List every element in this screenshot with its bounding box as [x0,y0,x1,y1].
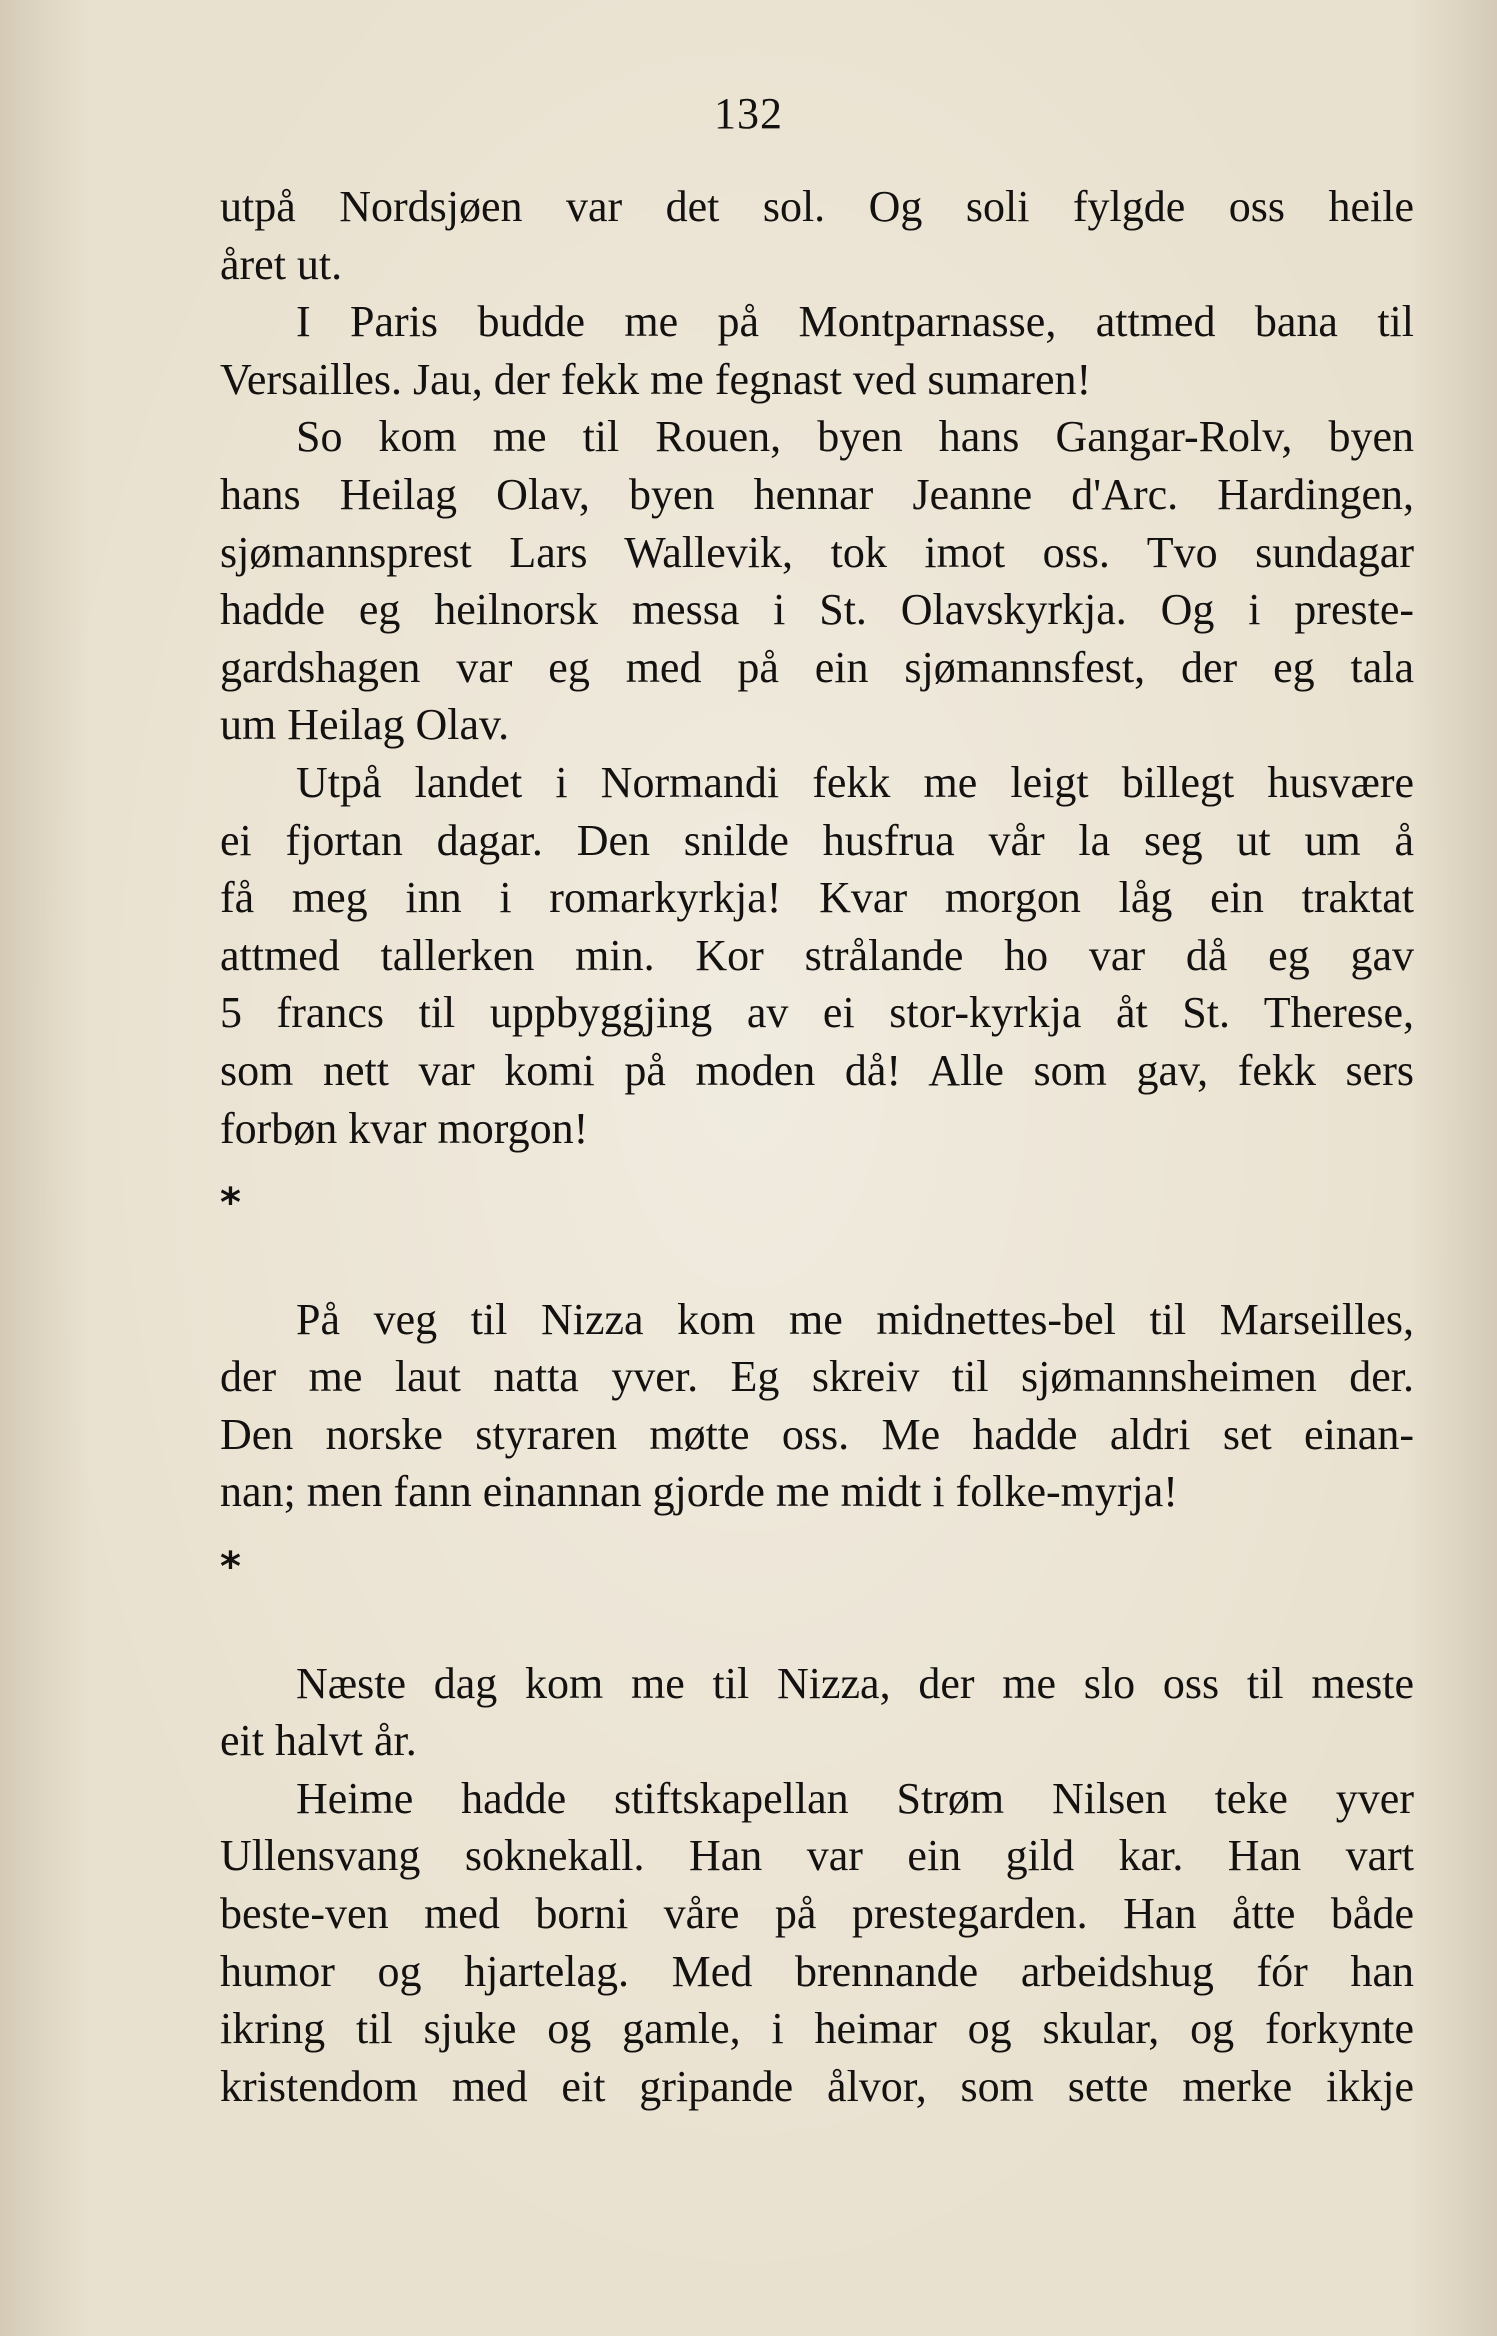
text-line: 5 francs til uppbyggjing av ei stor-kyrkja åt St. Therese, [220,988,1414,1038]
text-line: Ullensvang soknekall. Han var ein gild kar. Han vart [220,1831,1414,1881]
text-line: Heime hadde stiftskapellan Strøm Nilsen teke yver [296,1773,1414,1823]
text-line: Versailles. Jau, der fekk me fegnast ved sumaren! [220,354,1092,404]
text-line: beste-ven med borni våre på prestegarden. Han åtte både [220,1889,1414,1939]
text-line: året ut. [220,239,343,289]
section-separator: * [220,1544,241,1591]
text-line: forbøn kvar morgon! [220,1103,589,1153]
text-line: Den norske styraren møtte oss. Me hadde aldri set einan- [220,1409,1414,1459]
text-line: kristendom med eit gripande ålvor, som sette merke ikkje [220,2061,1414,2111]
page-number: 132 [714,89,783,138]
text-line: ei fjortan dagar. Den snilde husfrua vår la seg ut um å [220,815,1414,865]
text-line: hans Heilag Olav, byen hennar Jeanne d'Arc. Hardingen, [220,469,1414,519]
text-line: I Paris budde me på Montparnasse, attmed bana til [296,297,1414,347]
section-separator: * [220,1180,241,1227]
text-line: nan; men fann einannan gjorde me midt i folke-myrja! [220,1467,1178,1517]
text-line: utpå Nordsjøen var det sol. Og soli fylgde oss heile [220,182,1414,231]
text-line: hadde eg heilnorsk messa i St. Olavskyrkja. Og i preste- [220,585,1414,635]
text-line: eit halvt år. [220,1716,417,1766]
text-line: Utpå landet i Normandi fekk me leigt billegt husvære [296,757,1414,807]
body-text [220,178,1414,2115]
text-line: der me laut natta yver. Eg skreiv til sjømannsheimen der. [220,1352,1414,1402]
text-line: På veg til Nizza kom me midnettes-bel til Marseilles, [296,1294,1414,1344]
text-line: Næste dag kom me til Nizza, der me slo oss til meste [296,1658,1414,1708]
text-line: gardshagen var eg med på ein sjømannsfest, der eg tala [220,642,1414,692]
text-line: humor og hjartelag. Med brennande arbeidshug fór han [220,1946,1414,1996]
text-line: sjømannsprest Lars Wallevik, tok imot oss. Tvo sundagar [220,527,1414,577]
text-line: um Heilag Olav. [220,700,510,750]
text-line: som nett var komi på moden då! Alle som gav, fekk sers [220,1045,1414,1095]
text-line: ikring til sjuke og gamle, i heimar og skular, og forkynte [220,2004,1414,2054]
text-line: få meg inn i romarkyrkja! Kvar morgon låg ein traktat [220,873,1414,923]
text-line: So kom me til Rouen, byen hans Gangar-Rolv, byen [296,412,1414,462]
text-line: attmed tallerken min. Kor strålande ho var då eg gav [220,930,1414,980]
